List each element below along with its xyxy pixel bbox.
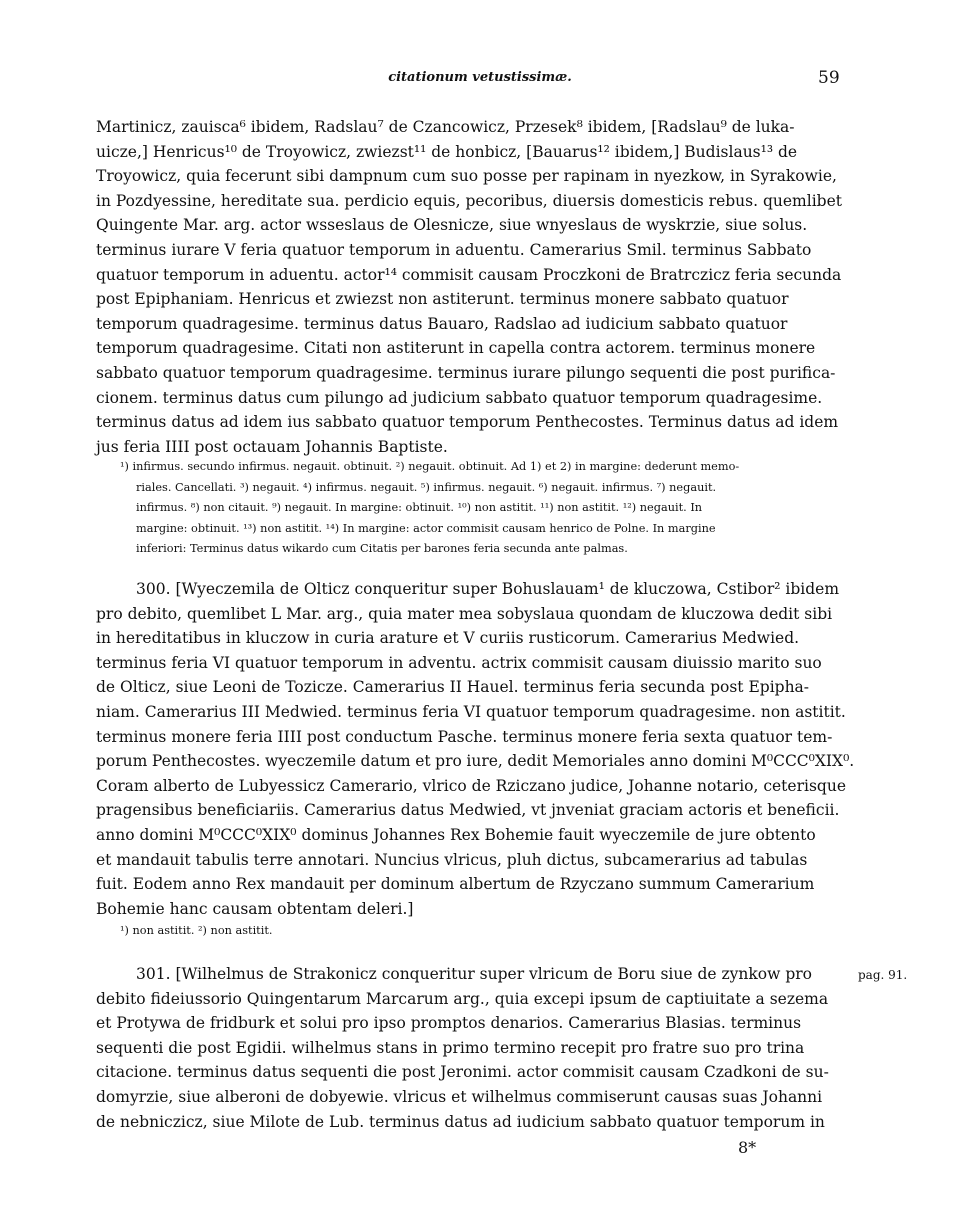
- text-line: uicze,] Henricus¹⁰ de Troyowicz, zwiezst¹¹ de honbicz, [Bauarus¹² ibidem,] Budislaus¹³ de: [96, 142, 798, 161]
- footnote-line: ¹) infirmus. secundo infirmus. negauit. obtinuit. ²) negauit. obtinuit. Ad 1) et 2) in margine: dederunt memo-: [120, 460, 740, 473]
- text-line: Martinicz, zauisca⁶ ibidem, Radslau⁷ de Czancowicz, Przesek⁸ ibidem, [Radslau⁹ de luka-: [96, 118, 795, 136]
- footnote-line: inferiori: Terminus datus wikardo cum Citatis per barones feria secunda ante palmas.: [136, 542, 628, 555]
- text-line: de nebniczicz, siue Milote de Lub. terminus datus ad iudicium sabbato quatuor temporum in: [96, 1112, 825, 1131]
- footnote-line: margine: obtinuit. ¹³) non astitit. ¹⁴) In margine: actor commisit causam henrico de Polne. In margine: [136, 521, 716, 535]
- text-line: Bohemie hanc causam obtentam deleri.]: [96, 899, 414, 918]
- text-line: jus feria IIII post octauam Johannis Baptiste.: [96, 437, 448, 456]
- text-line: sabbato quatuor temporum quadragesime. terminus iurare pilungo sequenti die post purifica-: [96, 363, 836, 382]
- text-line: de Olticz, siue Leoni de Tozicze. Camerarius II Hauel. terminus feria secunda post Epipha-: [96, 678, 810, 697]
- margin-page-reference: pag. 91.: [858, 968, 908, 982]
- text-line: niam. Camerarius III Medwied. terminus feria VI quatuor temporum quadragesime. non astitit.: [96, 702, 846, 721]
- text-line: quatuor temporum in aduentu. actor¹⁴ commisit causam Proczkoni de Bratrczicz feria secunda: [96, 265, 842, 284]
- text-line: Coram alberto de Lubyessicz Camerario, vlrico de Rziczano judice, Johanne notario, ceterisque: [96, 776, 846, 795]
- text-line: fuit. Eodem anno Rex mandauit per dominum albertum de Rzyczano summum Camerarium: [96, 875, 815, 894]
- footnotes-300: [96, 921, 854, 942]
- entry-299-continuation: [96, 115, 854, 459]
- text-line: in Pozdyessine, hereditate sua. perdicio equis, pecoribus, diuersis domesticis rebus. quemlibet: [96, 191, 842, 210]
- signature-mark: 8*: [738, 1138, 757, 1157]
- entry-301: [96, 962, 854, 1134]
- entry-300: [96, 577, 854, 921]
- text-line: cionem. terminus datus cum pilungo ad judicium sabbato quatuor temporum quadragesime.: [96, 388, 823, 407]
- text-line: sequenti die post Egidii. wilhelmus stans in primo termino recepit pro fratre suo pro trina: [96, 1038, 805, 1057]
- text-line: citacione. terminus datus sequenti die post Jeronimi. actor commisit causam Czadkoni de su-: [96, 1063, 829, 1082]
- running-title: citationum vetustissimæ.: [388, 70, 572, 85]
- text-line: 301. [Wilhelmus de Strakonicz conqueritur super vlricum de Boru siue de zynkow pro: [136, 965, 812, 983]
- text-line: pro debito, quemlibet L Mar. arg., quia mater mea sobyslaua quondam de kluczowa dedit sibi: [96, 604, 833, 623]
- footnote-line: infirmus. ⁸) non citauit. ⁹) negauit. In margine: obtinuit. ¹⁰) non astitit. ¹¹) non astitit. ¹²) negauit. In: [136, 501, 703, 514]
- footnote-line: riales. Cancellati. ³) negauit. ⁴) infirmus. negauit. ⁵) infirmus. negauit. ⁶) negauit. infirmus. ⁷) negauit.: [136, 480, 717, 494]
- text-line: terminus monere feria IIII post conductum Pasche. terminus monere feria sexta quatuor tem-: [96, 727, 833, 746]
- text-line: post Epiphaniam. Henricus et zwiezst non astiterunt. terminus monere sabbato quatuor: [96, 290, 789, 309]
- text-line: temporum quadragesime. Citati non astiterunt in capella contra actorem. terminus monere: [96, 339, 816, 358]
- text-line: Quingente Mar. arg. actor wsseslaus de Olesnicze, siue wnyeslaus de wyskrzie, siue solus.: [96, 216, 808, 235]
- text-line: debito fideiussorio Quingentarum Marcarum arg., quia excepi ipsum de captiuitate a sezema: [96, 989, 829, 1008]
- text-line: 300. [Wyeczemila de Olticz conqueritur super Bohuslauam¹ de kluczowa, Cstibor² ibidem: [136, 580, 840, 598]
- text-line: in hereditatibus in kluczow in curia arature et V curiis rusticorum. Camerarius Medwied.: [96, 629, 800, 648]
- text-line: pragensibus beneficiariis. Camerarius datus Medwied, vt jnveniat graciam actoris et beneficii.: [96, 801, 840, 820]
- text-line: terminus datus ad idem ius sabbato quatuor temporum Penthecostes. Terminus datus ad idem: [96, 413, 839, 432]
- text-line: anno domini M⁰CCC⁰XIX⁰ dominus Johannes Rex Bohemie fauit wyeczemile de jure obtento: [96, 825, 816, 844]
- text-line: et mandauit tabulis terre annotari. Nuncius vlricus, pluh dictus, subcamerarius ad tabulas: [96, 850, 808, 869]
- text-line: domyrzie, siue alberoni de dobyewie. vlricus et wilhelmus commiserunt causas suas Johanni: [96, 1087, 823, 1106]
- text-line: temporum quadragesime. terminus datus Bauaro, Radslao ad iudicium sabbato quatuor: [96, 314, 788, 333]
- text-line: et Protywa de fridburk et solui pro ipso promptos denarios. Camerarius Blasias. terminus: [96, 1014, 802, 1033]
- text-line: porum Penthecostes. wyeczemile datum et pro iure, dedit Memoriales anno domini M⁰CCC⁰XIX⁰.: [96, 752, 855, 771]
- text-line: Troyowicz, quia fecerunt sibi dampnum cum suo posse per rapinam in nyezkow, in Syrakowie,: [96, 167, 837, 186]
- text-line: terminus iurare V feria quatuor temporum in aduentu. Camerarius Smil. terminus Sabbato: [96, 240, 812, 259]
- page-number: 59: [818, 68, 840, 88]
- footnote-line: ¹) non astitit. ²) non astitit.: [120, 924, 273, 937]
- footnotes-299: [96, 457, 854, 560]
- text-line: terminus feria VI quatuor temporum in adventu. actrix commisit causam diuissio marito suo: [96, 653, 822, 672]
